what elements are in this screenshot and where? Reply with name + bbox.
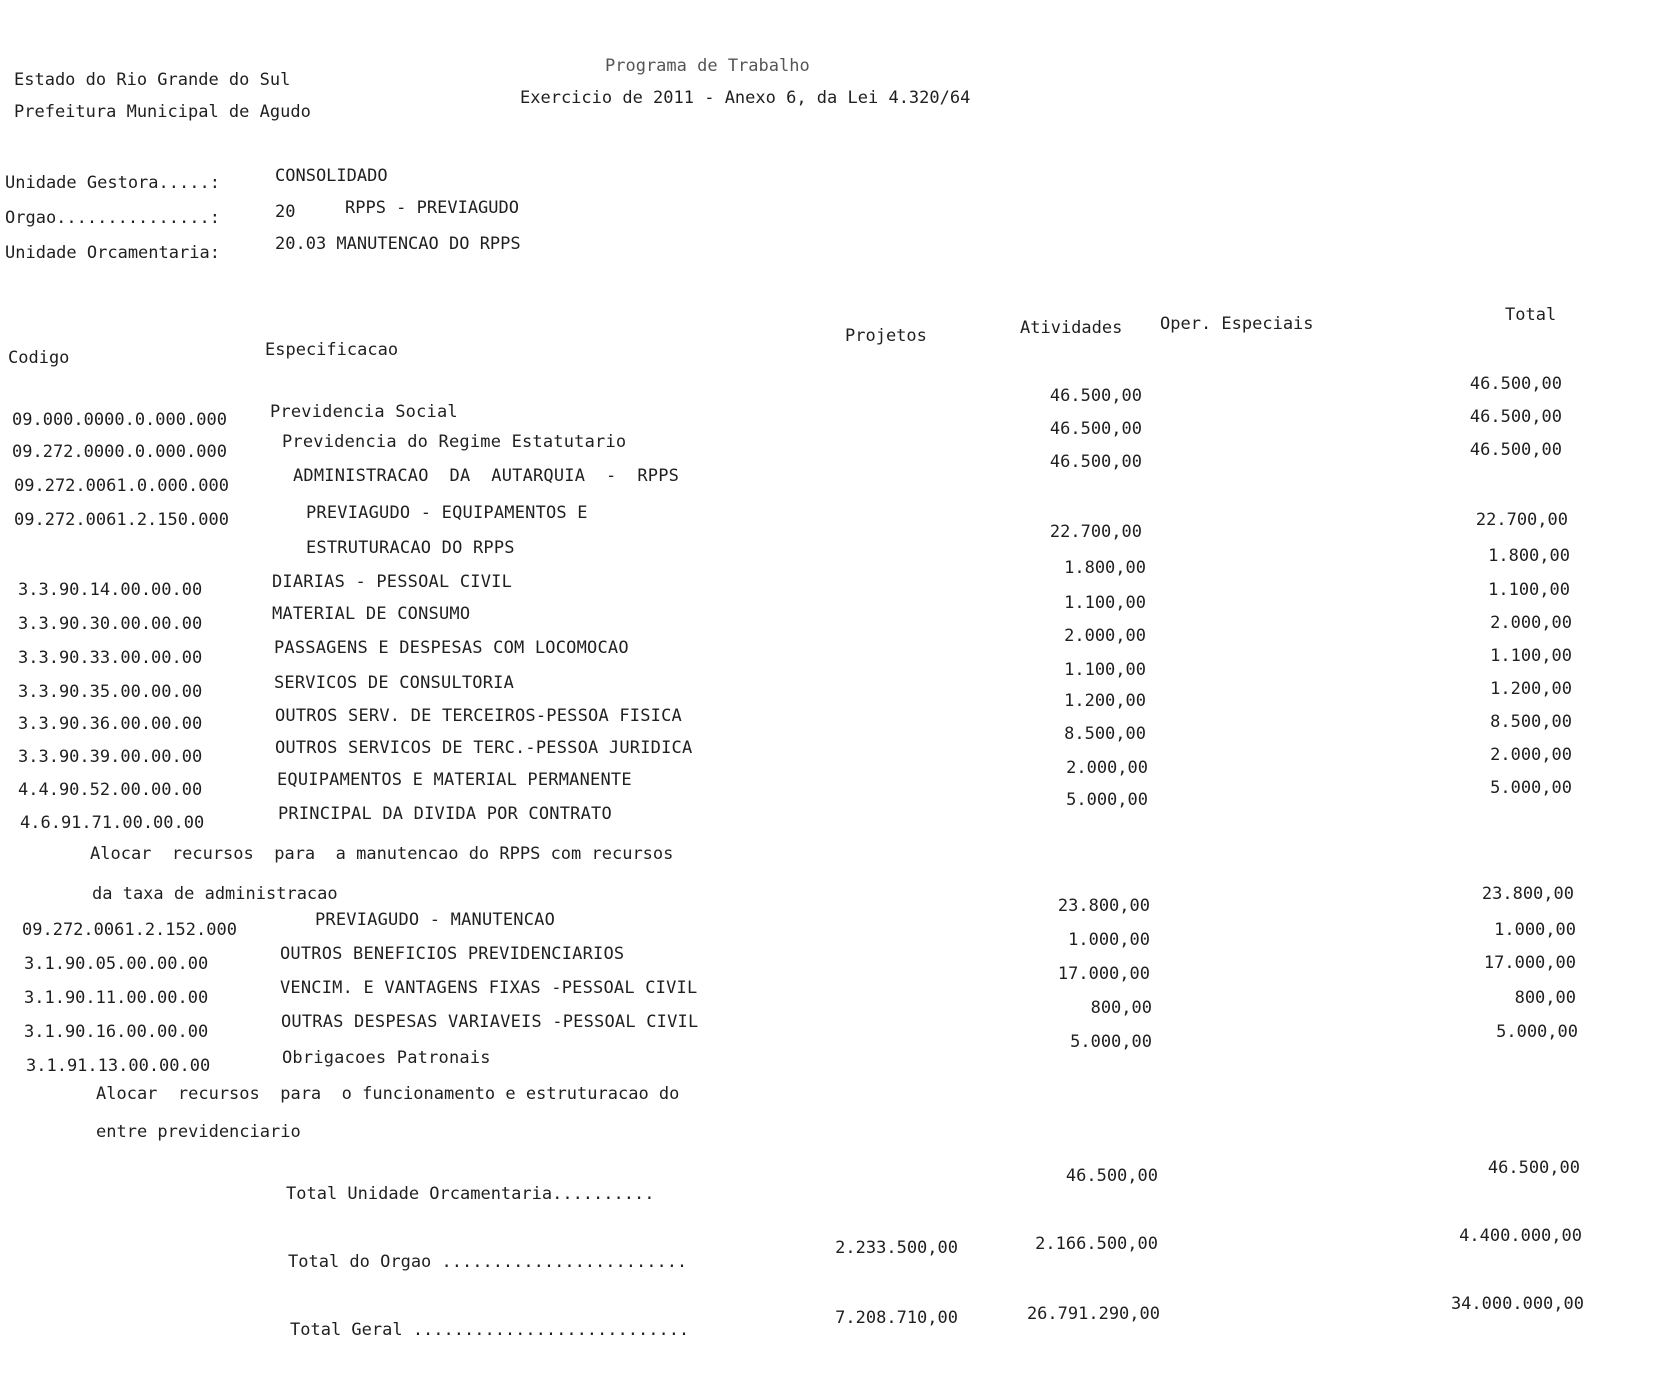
row-atividades: 1.800,00 [1064, 558, 1146, 578]
row-total: 2.000,00 [1490, 745, 1572, 765]
row-total: 2.000,00 [1490, 613, 1572, 633]
row-especificacao: PASSAGENS E DESPESAS COM LOCOMOCAO [274, 638, 629, 658]
unidade-gestora-value: CONSOLIDADO [275, 166, 388, 186]
row-total: 22.700,00 [1475, 510, 1568, 530]
row-especificacao: Previdencia Social [270, 402, 458, 422]
note-line: da taxa de administracao [92, 884, 338, 904]
row-codigo: 3.3.90.33.00.00.00 [18, 648, 203, 668]
row-codigo: 3.3.90.36.00.00.00 [18, 714, 203, 734]
row-total: 1.200,00 [1490, 679, 1572, 699]
column-header-especificacao: Especificacao [265, 340, 399, 360]
row-total: 1.800,00 [1488, 546, 1570, 566]
row-atividades: 17.000,00 [1057, 964, 1150, 984]
row-especificacao: DIARIAS - PESSOAL CIVIL [272, 572, 513, 592]
row-atividades: 22.700,00 [1049, 522, 1142, 542]
row-especificacao: OUTRAS DESPESAS VARIAVEIS -PESSOAL CIVIL [281, 1012, 699, 1032]
unidade-orcamentaria-label: Unidade Orcamentaria: [5, 243, 220, 263]
program-title: Programa de Trabalho [605, 56, 810, 76]
note-line: Alocar recursos para a manutencao do RPPS com recursos [90, 844, 674, 864]
row-codigo: 3.1.90.16.00.00.00 [24, 1022, 209, 1042]
total-label: Total Geral ........................... [290, 1320, 690, 1340]
total-atividades: 2.166.500,00 [1035, 1234, 1158, 1254]
total-total: 46.500,00 [1487, 1158, 1580, 1178]
column-header-atividades: Atividades [1020, 318, 1123, 338]
row-atividades: 46.500,00 [1049, 452, 1142, 472]
total-label: Total Unidade Orcamentaria.......... [286, 1184, 655, 1204]
row-atividades: 2.000,00 [1066, 758, 1148, 778]
row-especificacao: OUTROS SERV. DE TERCEIROS-PESSOA FISICA [275, 706, 682, 726]
row-total: 5.000,00 [1496, 1022, 1578, 1042]
row-codigo: 4.6.91.71.00.00.00 [20, 813, 205, 833]
total-atividades: 46.500,00 [1065, 1166, 1158, 1186]
row-codigo: 3.3.90.39.00.00.00 [18, 747, 203, 767]
total-projetos: 2.233.500,00 [835, 1238, 958, 1258]
row-codigo: 3.1.90.05.00.00.00 [24, 954, 209, 974]
row-especificacao: Previdencia do Regime Estatutario [282, 432, 627, 452]
row-especificacao: Obrigacoes Patronais [282, 1048, 491, 1068]
row-codigo: 3.3.90.30.00.00.00 [18, 614, 203, 634]
column-header-projetos: Projetos [845, 326, 927, 346]
row-especificacao: SERVICOS DE CONSULTORIA [274, 673, 515, 693]
row-atividades: 1.100,00 [1064, 593, 1146, 613]
note-line: entre previdenciario [96, 1122, 301, 1142]
total-atividades: 26.791.290,00 [1026, 1304, 1160, 1324]
row-total: 46.500,00 [1469, 407, 1562, 427]
row-total: 23.800,00 [1481, 884, 1574, 904]
row-atividades: 800,00 [1090, 998, 1152, 1018]
row-especificacao: OUTROS SERVICOS DE TERC.-PESSOA JURIDICA [275, 738, 693, 758]
row-especificacao: EQUIPAMENTOS E MATERIAL PERMANENTE [277, 770, 632, 790]
row-especificacao: VENCIM. E VANTAGENS FIXAS -PESSOAL CIVIL [280, 978, 698, 998]
total-projetos: 7.208.710,00 [835, 1308, 958, 1328]
row-total: 5.000,00 [1490, 778, 1572, 798]
unidade-orcamentaria-value: 20.03 MANUTENCAO DO RPPS [275, 234, 521, 254]
row-codigo: 09.000.0000.0.000.000 [12, 410, 227, 430]
total-total: 34.000.000,00 [1450, 1294, 1584, 1314]
row-codigo: 09.272.0061.2.152.000 [22, 920, 237, 940]
column-header-total: Total [1505, 305, 1557, 325]
row-atividades: 46.500,00 [1049, 419, 1142, 439]
row-especificacao: ESTRUTURACAO DO RPPS [306, 538, 515, 558]
total-label: Total do Orgao ........................ [288, 1252, 688, 1272]
orgao-name: RPPS - PREVIAGUDO [345, 198, 519, 218]
row-atividades: 1.100,00 [1064, 660, 1146, 680]
row-codigo: 4.4.90.52.00.00.00 [18, 780, 203, 800]
row-total: 1.000,00 [1494, 920, 1576, 940]
row-codigo: 09.272.0061.2.150.000 [14, 510, 229, 530]
row-especificacao: ADMINISTRACAO DA AUTARQUIA - RPPS [293, 466, 680, 486]
row-codigo: 09.272.0061.0.000.000 [14, 476, 229, 496]
total-total: 4.400.000,00 [1459, 1226, 1582, 1246]
row-codigo: 3.3.90.14.00.00.00 [18, 580, 203, 600]
row-total: 8.500,00 [1490, 712, 1572, 732]
row-atividades: 8.500,00 [1064, 724, 1146, 744]
row-codigo: 09.272.0000.0.000.000 [12, 442, 227, 462]
row-atividades: 23.800,00 [1057, 896, 1150, 916]
row-especificacao: MATERIAL DE CONSUMO [272, 604, 471, 624]
note-line: Alocar recursos para o funcionamento e estruturacao do [96, 1084, 680, 1104]
row-total: 1.100,00 [1488, 580, 1570, 600]
column-header-codigo: Codigo [8, 348, 70, 368]
orgao-label: Orgao...............: [5, 208, 220, 228]
orgao-code: 20 [275, 202, 296, 222]
row-codigo: 3.1.91.13.00.00.00 [26, 1056, 211, 1076]
row-especificacao: PREVIAGUDO - EQUIPAMENTOS E [306, 503, 588, 523]
unidade-gestora-label: Unidade Gestora.....: [5, 173, 220, 193]
row-especificacao: PRINCIPAL DA DIVIDA POR CONTRATO [278, 804, 612, 824]
row-total: 800,00 [1514, 988, 1576, 1008]
row-especificacao: OUTROS BENEFICIOS PREVIDENCIARIOS [280, 944, 625, 964]
row-atividades: 46.500,00 [1049, 386, 1142, 406]
row-atividades: 5.000,00 [1066, 790, 1148, 810]
row-atividades: 1.000,00 [1068, 930, 1150, 950]
municipality-name: Prefeitura Municipal de Agudo [14, 102, 311, 122]
row-total: 46.500,00 [1469, 374, 1562, 394]
row-especificacao: PREVIAGUDO - MANUTENCAO [315, 910, 556, 930]
row-total: 1.100,00 [1490, 646, 1572, 666]
row-total: 17.000,00 [1483, 953, 1576, 973]
row-atividades: 2.000,00 [1064, 626, 1146, 646]
column-header-oper-especiais: Oper. Especiais [1160, 314, 1314, 334]
row-total: 46.500,00 [1469, 440, 1562, 460]
state-name: Estado do Rio Grande do Sul [14, 70, 291, 90]
row-atividades: 1.200,00 [1064, 691, 1146, 711]
row-atividades: 5.000,00 [1070, 1032, 1152, 1052]
row-codigo: 3.1.90.11.00.00.00 [24, 988, 209, 1008]
row-codigo: 3.3.90.35.00.00.00 [18, 682, 203, 702]
exercise-line: Exercicio de 2011 - Anexo 6, da Lei 4.320/64 [520, 88, 971, 108]
